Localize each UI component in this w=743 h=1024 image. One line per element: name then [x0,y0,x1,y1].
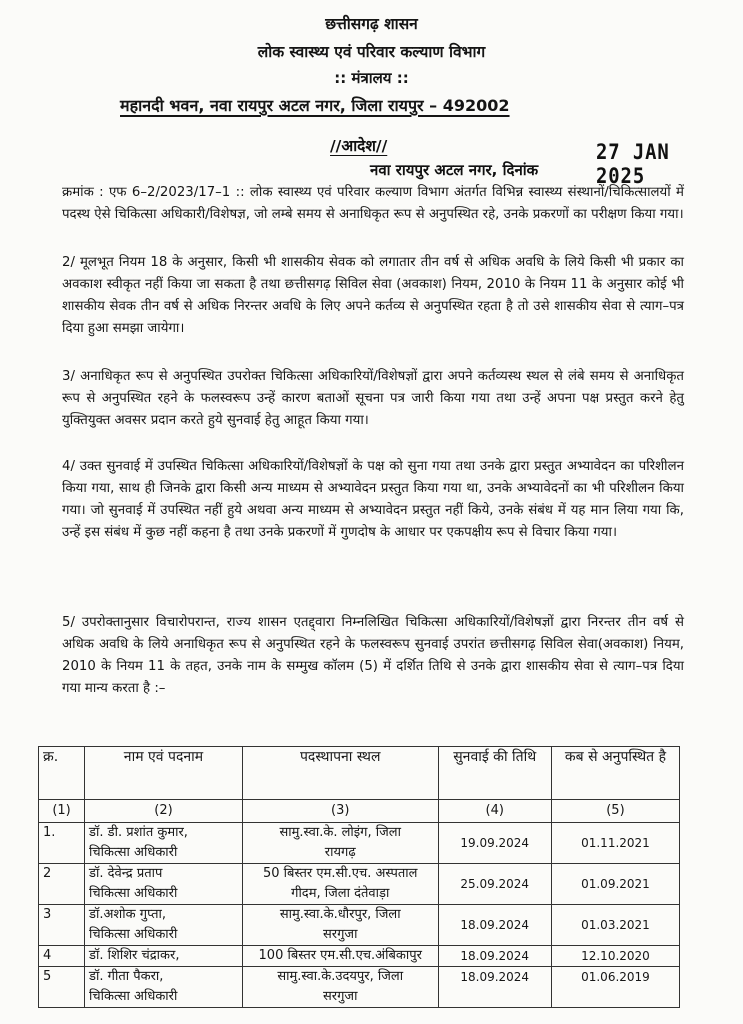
row-absent-since-value: 12.10.2020 [581,949,650,963]
row-absent-since [551,905,679,946]
column-number: (3) [242,800,438,823]
row-absent-since-value: 01.03.2021 [581,918,650,932]
government-title: छत्तीसगढ़ शासन [325,15,418,33]
column-number: (4) [438,800,551,823]
row-posting-line-1: 100 बिस्तर एम.सी.एच.अंबिकापुर [258,948,422,963]
column-number: (1) [39,800,85,823]
row-posting [242,864,438,905]
table-row [39,823,680,864]
row-name-designation [85,905,243,946]
office-address: महानदी भवन, नवा रायपुर अटल नगर, जिला रायपुर – 492002 [120,96,510,115]
row-posting-line-1: सामु.स्वा.के. लोइंग, जिला [279,825,401,840]
table-row [39,905,680,946]
row-name: डॉ. गीता पैकरा, [89,969,164,984]
row-hearing-date [438,967,551,1008]
row-hearing-date [438,823,551,864]
row-sno: 4 [39,946,85,967]
row-sno: 5 [39,967,85,1008]
row-hearing-date-value: 19.09.2024 [460,836,530,850]
row-posting-line-2: सरगुजा [323,989,358,1004]
row-name: डॉ. डी. प्रशांत कुमार, [89,825,188,840]
row-absent-since [551,864,679,905]
row-absent-since-value: 01.09.2021 [581,877,650,891]
row-name: डॉ. शिशिर चंद्राकर, [89,948,180,963]
column-number: (5) [551,800,679,823]
row-name-designation [85,864,243,905]
row-hearing-date [438,946,551,967]
table-row [39,946,680,967]
row-posting-line-2: रायगढ़ [324,845,356,860]
header-name: नाम एवं पदनाम [85,747,243,800]
row-absent-since [551,946,679,967]
paragraph-4: 4/ उक्त सुनवाई में उपस्थित चिकित्सा अधिकारियों/विशेषज्ञों के पक्ष को सुना गया तथा उनके द्वारा प्रस्तुत अभ्यावेदन का परिशीलन किया गया, साथ ही जिनके द्वारा किसी अन्य माध्यम से अभ्यावेदन प्रस्तुत किया गया था, उनके अभ्यावेदनों का भी परिशीलन किया गया। जो सुनवाई में उपस्थित नहीं हुये अथवा अन्य माध्यम से अभ्यावेदन प्रस्तुत नहीं किये, उनके संबंध में यह मान लिया गया कि, उन्हें इस संबंध में कुछ नहीं कहना है तथा उनके प्रकरणों में गुणदोष के आधार पर एकपक्षीय रूप से विचार किया गया। [62,459,684,540]
date-stamp: 27 JAN 2025 [596,140,670,188]
row-hearing-date [438,905,551,946]
row-designation: चिकित्सा अधिकारी [89,989,178,1004]
row-hearing-date-value: 18.09.2024 [460,918,530,932]
column-number-row [39,800,680,823]
row-posting [242,946,438,967]
row-posting [242,967,438,1008]
row-posting [242,823,438,864]
row-designation: चिकित्सा अधिकारी [89,845,178,860]
department-title: लोक स्वास्थ्य एवं परिवार कल्याण विभाग [257,43,486,61]
row-sno: 1. [39,823,85,864]
row-absent-since [551,967,679,1008]
header-absent-since: कब से अनुपस्थित है [551,747,679,800]
row-designation: चिकित्सा अधिकारी [89,927,178,942]
place-date-prefix: नवा रायपुर अटल नगर, दिनांक [370,161,539,179]
table-row [39,864,680,905]
row-posting-line-1: 50 बिस्तर एम.सी.एच. अस्पताल [263,866,418,881]
row-name-designation [85,823,243,864]
row-posting [242,905,438,946]
row-posting-line-1: सामु.स्वा.के.धौरपुर, जिला [279,907,401,922]
row-hearing-date [438,864,551,905]
row-designation: चिकित्सा अधिकारी [89,886,178,901]
order-title: //आदेश// [330,137,388,155]
paragraph-3: 3/ अनाधिकृत रूप से अनुपस्थित उपरोक्त चिकित्सा अधिकारियों/विशेषज्ञों द्वारा अपने कर्तव्यस्थ स्थल से लंबे समय से अनाधिकृत रूप से अनुपस्थित रहने के फलस्वरूप उन्हें कारण बताओं सूचना पत्र जारी किया गया तथा उन्हें अपना पक्ष प्रस्तुत करने हेतु युक्तियुक्त अवसर प्रदान करते हुये सुनवाई हेतु आहूत किया गया। [62,369,684,428]
header-posting: पदस्थापना स्थल [242,747,438,800]
header-sno: क्र. [39,747,85,800]
row-hearing-date-value: 18.09.2024 [460,949,530,963]
table-header-row [39,747,680,800]
row-name-designation [85,967,243,1008]
row-name: डॉ.अशोक गुप्ता, [89,907,166,922]
row-posting-line-2: सरगुजा [323,927,358,942]
row-posting-line-1: सामु.स्वा.के.उदयपुर, जिला [277,969,404,984]
row-sno: 3 [39,905,85,946]
row-name-designation [85,946,243,967]
ministry-title: :: मंत्रालय :: [334,69,409,87]
paragraph-2: 2/ मूलभूत नियम 18 के अनुसार, किसी भी शासकीय सेवक को लगातार तीन वर्ष से अधिक अवधि के लिये किसी भी प्रकार का अवकाश स्वीकृत नहीं किया जा सकता है तथा छत्तीसगढ़ सिविल सेवा (अवकाश) नियम, 2010 के नियम 11 के अनुसार कोई भी शासकीय सेवक तीन वर्ष से अधिक निरन्तर अवधि के लिए अपने कर्तव्य से अनुपस्थित रहता है तो उसे शासकीय सेवा से त्याग–पत्र दिया हुआ समझा जायेगा। [62,255,684,336]
row-absent-since [551,823,679,864]
row-sno: 2 [39,864,85,905]
row-hearing-date-value: 25.09.2024 [460,877,530,891]
row-name: डॉ. देवेन्द्र प्रताप [89,866,163,881]
column-number: (2) [85,800,243,823]
table-row [39,967,680,1008]
paragraph-1: क्रमांक : एफ 6–2/2023/17–1 :: लोक स्वास्थ्य एवं परिवार कल्याण विभाग अंतर्गत विभिन्न स्वास्थ्य संस्थानों/चिकित्सालयों में पदस्थ ऐसे चिकित्सा अधिकारी/विशेषज्ञ, जो लम्बे समय से अनाधिकृत रूप से अनुपस्थित रहे, उनके प्रकरणों का परीक्षण किया गया। [62,185,684,222]
header-hearing-date: सुनवाई की तिथि [438,747,551,800]
paragraph-5: 5/ उपरोक्तानुसार विचारोपरान्त, राज्य शासन एतद्द्वारा निम्नलिखित चिकित्सा अधिकारियों/विशेषज्ञों द्वारा निरन्तर तीन वर्ष से अधिक अवधि के लिये अनाधिकृत रूप से अनुपस्थित रहने के फलस्वरूप सुनवाई उपरांत छत्तीसगढ़ सिविल सेवा(अवकाश) नियम, 2010 के नियम 11 के तहत, उनके नाम के सम्मुख कॉलम (5) में दर्शित तिथि से उनके द्वारा शासकीय सेवा से त्याग–पत्र दिया गया मान्य करता है :– [62,615,684,696]
row-hearing-date-value: 18.09.2024 [460,970,530,984]
row-absent-since-value: 01.11.2021 [581,836,650,850]
row-absent-since-value: 01.06.2019 [581,970,650,984]
row-posting-line-2: गीदम, जिला दंतेवाड़ा [291,886,390,901]
officers-table [38,746,680,1008]
